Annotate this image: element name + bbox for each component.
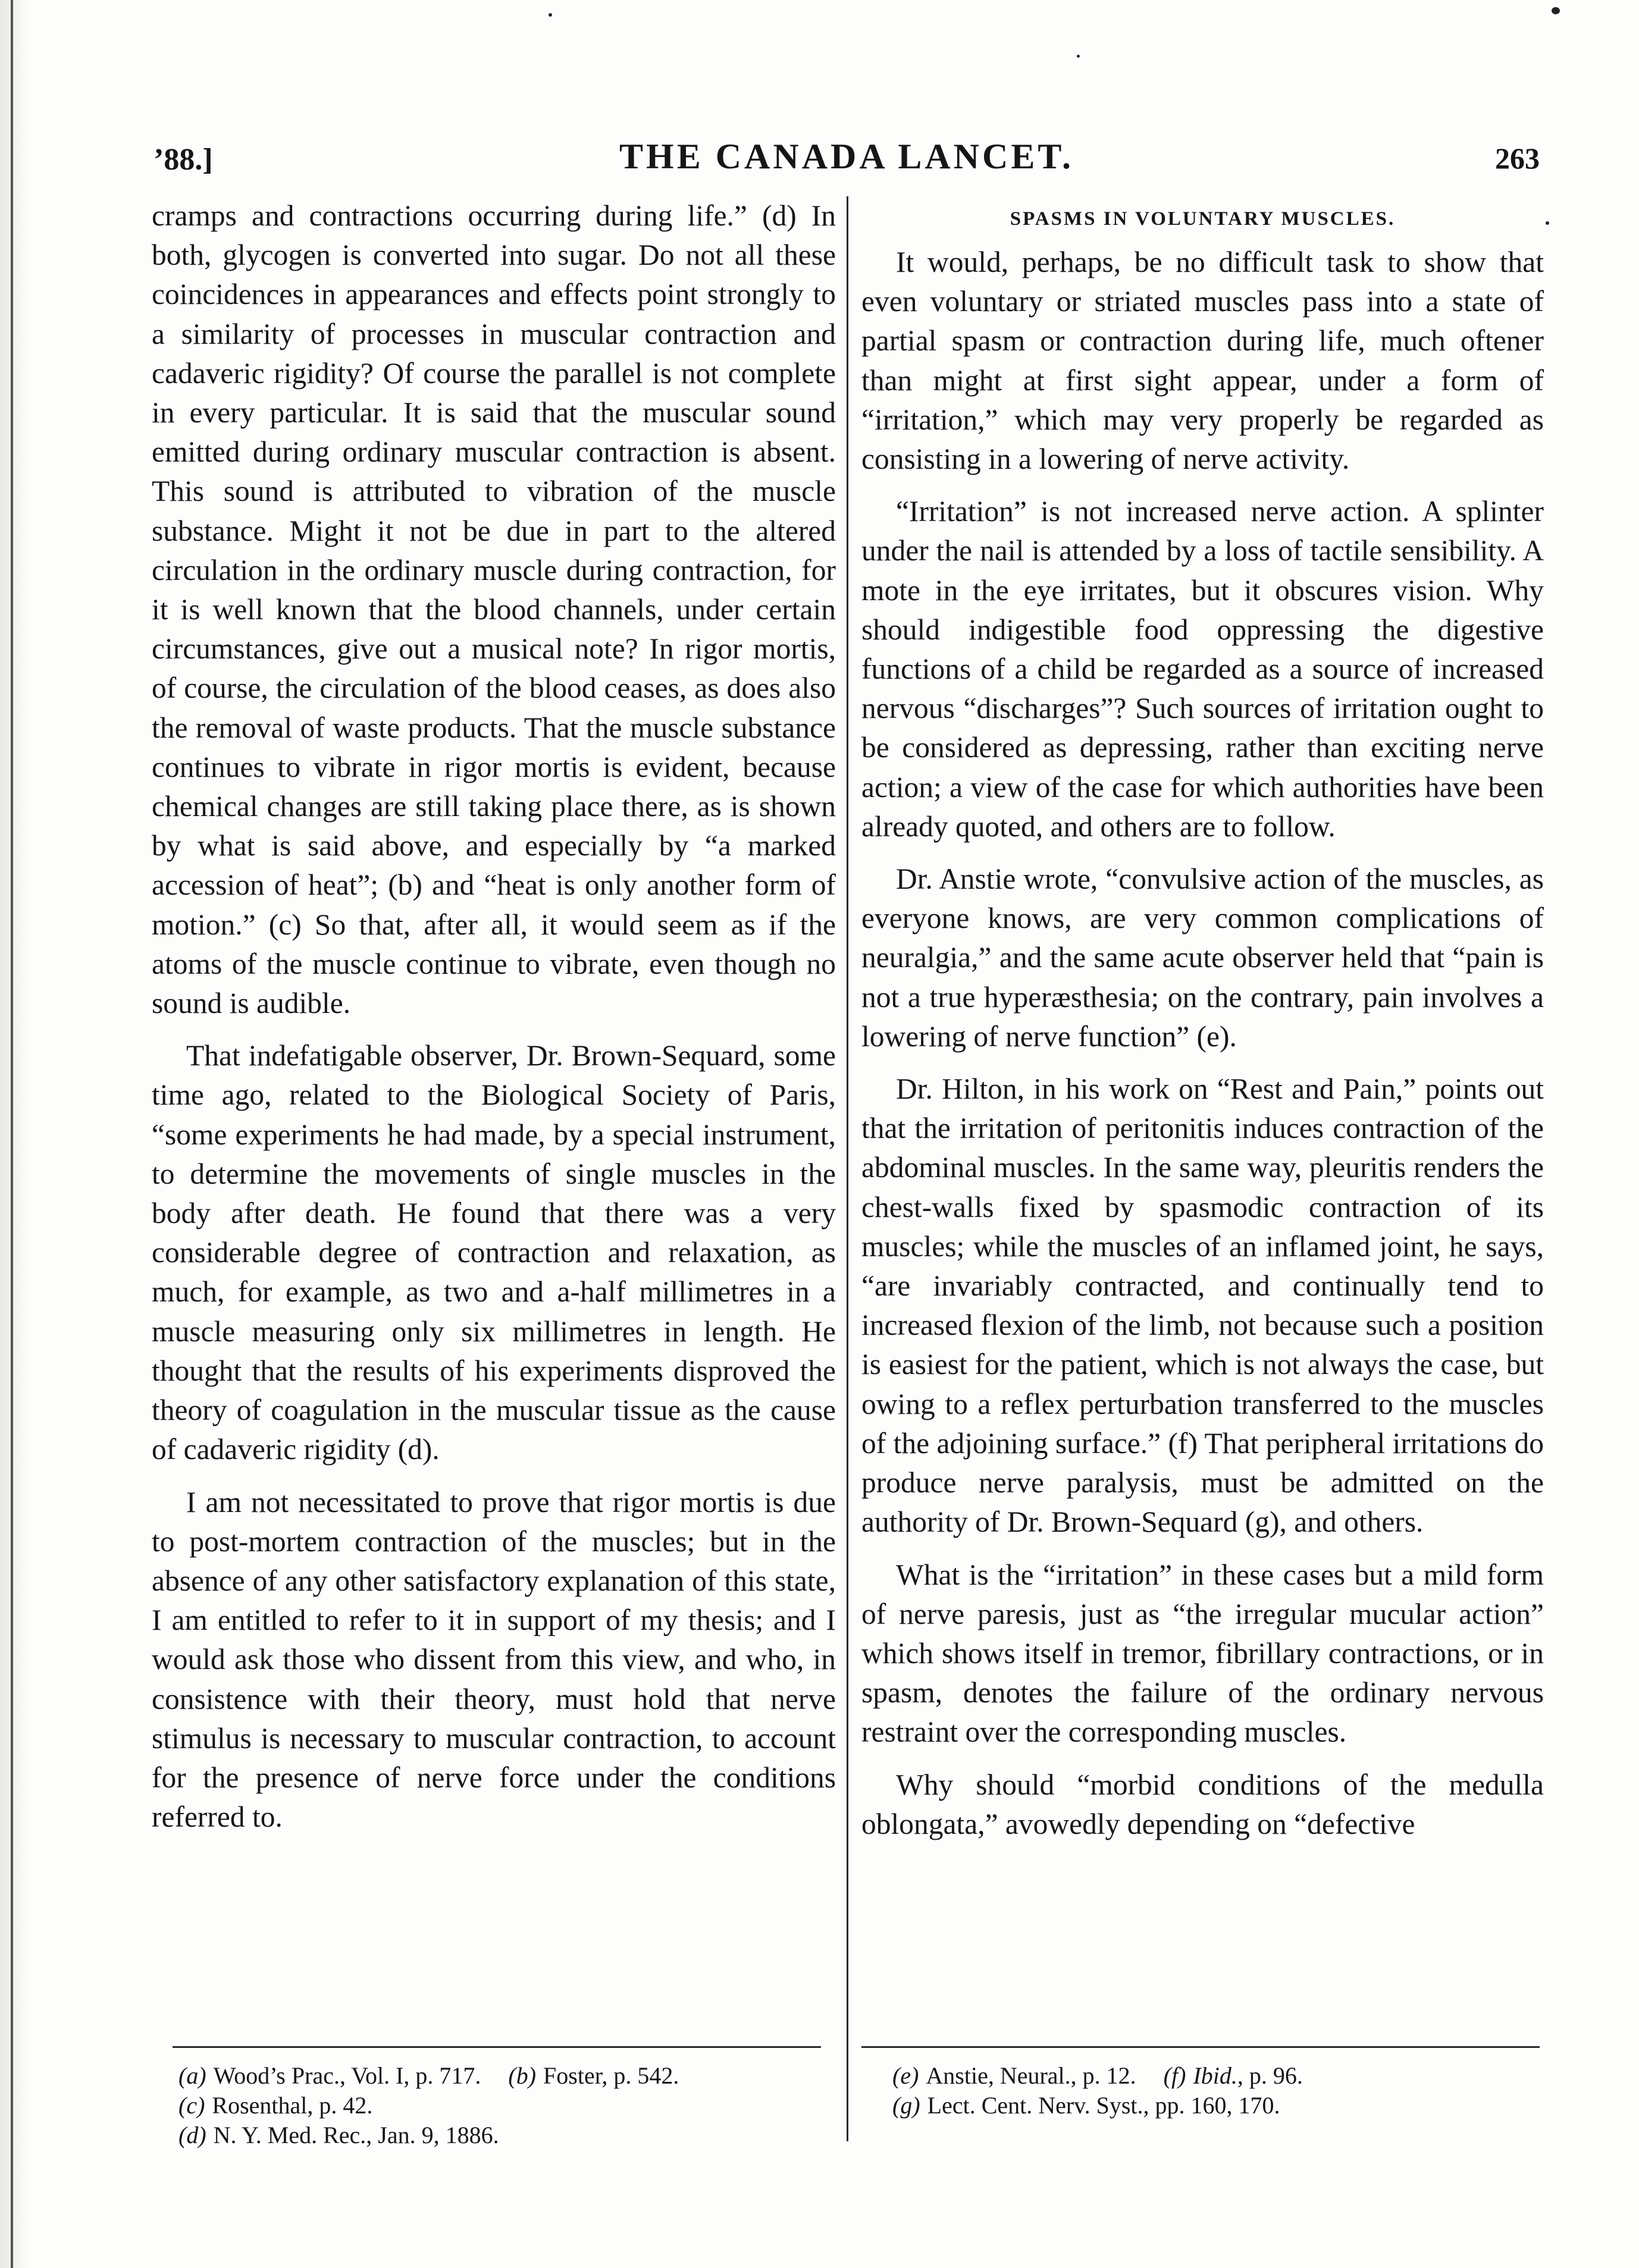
paragraph: Why should “morbid conditions of the medulla oblongata,” avowedly depending on “defective <box>861 1768 1544 1840</box>
footnote-text: Lect. Cent. Nerv. Syst., pp. 160, 170. <box>927 2092 1280 2119</box>
paragraph: What is the “irritation” in these cases but a mild form of nerve paresis, just as “the irregular mucular action” which shows itself in tremor, fibrillary contractions, or in spasm, denotes the failure of the ordinary nervous restraint over the corresponding muscles. <box>861 1558 1544 1749</box>
footnote-text: Ibid. <box>1193 2062 1237 2089</box>
footnote-text: Wood’s Prac., Vol. I, p. 717. <box>213 2062 481 2089</box>
paragraph: Dr. Anstie wrote, “convulsive action of the muscles, as everyone knows, are very common complications of neuralgia,” and the same acute observer held that “pain is not a true hyperæsthesia; on the contrary, pain involves a lowering of nerve function” (e). <box>861 862 1544 1053</box>
footnote <box>892 2061 1541 2091</box>
footnote-marker: (d) <box>178 2122 206 2148</box>
footnote-marker: (f) <box>1163 2062 1186 2089</box>
volume-year: ’88.] <box>153 143 213 177</box>
paragraph: It would, perhaps, be no difficult task to show that even voluntary or striated muscles pass into a state of partial spasm or contraction during life, much oftener than might at first sight appear, under a form of “irritation,” which may very properly be regarded as consisting in a lowering of nerve activity. <box>861 246 1544 476</box>
footnote-rule <box>861 2046 1540 2048</box>
footnote-marker: (c) <box>178 2092 205 2119</box>
footnote-marker: (b) <box>508 2062 537 2089</box>
footnote-marker: (a) <box>178 2062 206 2089</box>
footnote-rule <box>173 2046 821 2048</box>
left-column <box>152 196 836 2005</box>
paragraph: That indefatigable observer, Dr. Brown-Sequard, some time ago, related to the Biological Society of Paris, “some experiments he had made, by a special instrument, to determine the movements of single muscles in the body after death. He found that there was a very considerable degree of contraction and relaxation, as much, for example, as two and a-half millimetres in a muscle measuring only six millimetres in length. He thought that the results of his experiments disproved the theory of coagulation in the muscular tissue as the cause of cadaveric rigidity (d). <box>152 1039 836 1466</box>
paragraph: Dr. Hilton, in his work on “Rest and Pain,” points out that the irritation of peritonitis induces contraction of the abdominal muscles. In the same way, pleuritis renders the chest-walls fixed by spasmodic contraction of its muscles; while the muscles of an inflamed joint, he says, “are invariably contracted, and continually tend to increased flexion of the limb, not because such a position is easiest for the patient, which is not always the case, but owing to a reflex perturbation transferred to the muscles of the adjoining surface.” (f) That peripheral irritations do produce nerve paralysis, must be admitted on the authority of Dr. Brown-Sequard (g), and others. <box>861 1072 1544 1539</box>
running-head <box>153 134 1540 187</box>
section-title: SPASMS IN VOLUNTARY MUSCLES. <box>1010 208 1396 230</box>
paragraph: I am not necessitated to prove that rigor mortis is due to post-mortem contraction of the muscles; but in the absence of any other satisfactory explanation of this state, I am entitled to refer to it in support of my thesis; and I would ask those who dissent from this view, and who, in consistence with their theory, must hold that nerve stimulus is necessary to muscular contraction, to account for the presence of nerve force under the conditions referred to. <box>152 1485 836 1834</box>
footnote-text: , p. 96. <box>1237 2062 1303 2089</box>
scan-edge <box>0 0 29 2268</box>
scan-edge-line <box>11 0 13 2268</box>
dust-speck <box>1546 221 1549 225</box>
footnote-marker: (g) <box>892 2092 920 2119</box>
journal-title: THE CANADA LANCET. <box>619 137 1074 176</box>
footnote <box>178 2091 833 2120</box>
footnote-marker: (e) <box>892 2062 919 2089</box>
right-column <box>861 196 1544 2005</box>
dust-speck <box>1552 7 1560 14</box>
page-number: 263 <box>1495 142 1540 175</box>
footnotes-right <box>892 2061 1541 2120</box>
column-rule <box>847 196 848 2141</box>
paragraph: cramps and contractions occurring during life.” (d) In both, glycogen is converted into sugar. Do not all these coincidences in appearances and effects point strongly to a similarity of processes in muscular contraction and cadaveric rigidity? Of course the parallel is not complete in every particular. It is said that the muscular sound emitted during ordinary muscular contraction is absent. This sound is attributed to vibration of the muscle substance. Might it not be due in part to the altered circulation in the ordinary muscle during contraction, for it is well known that the blood channels, under certain circumstances, give out a musical note? In rigor mortis, of course, the circulation of the blood ceases, as does also the removal of waste products. That the muscle substance continues to vibrate in rigor mortis is evident, because chemical changes are still taking place there, as is shown by what is said above, and especially by “a marked accession of heat”; (b) and “heat is only another form of motion.” (c) So that, after all, it would seem as if the atoms of the muscle continue to vibrate, even though no sound is audible. <box>152 199 836 1020</box>
footnote-text: N. Y. Med. Rec., Jan. 9, 1886. <box>213 2122 499 2148</box>
paragraph: “Irritation” is not increased nerve action. A splinter under the nail is attended by a loss of tactile sensibility. A mote in the eye irritates, but it obscures vision. Why should indigestible food oppressing the digestive functions of a child be regarded as a source of increased nervous “discharges”? Such sources of irritation ought to be considered as depressing, rather than exciting nerve action; a view of the case for which authorities have been already quoted, and others are to follow. <box>861 495 1544 843</box>
footnotes-left <box>178 2061 833 2150</box>
footnote-text: Foster, p. 542. <box>543 2062 679 2089</box>
dust-speck <box>1077 55 1080 58</box>
dust-speck <box>549 13 552 17</box>
footnote <box>178 2061 833 2091</box>
footnote-text: Rosenthal, p. 42. <box>212 2092 373 2119</box>
footnote <box>178 2120 833 2150</box>
footnote <box>892 2091 1541 2120</box>
footnote-text: Anstie, Neural., p. 12. <box>926 2062 1136 2089</box>
